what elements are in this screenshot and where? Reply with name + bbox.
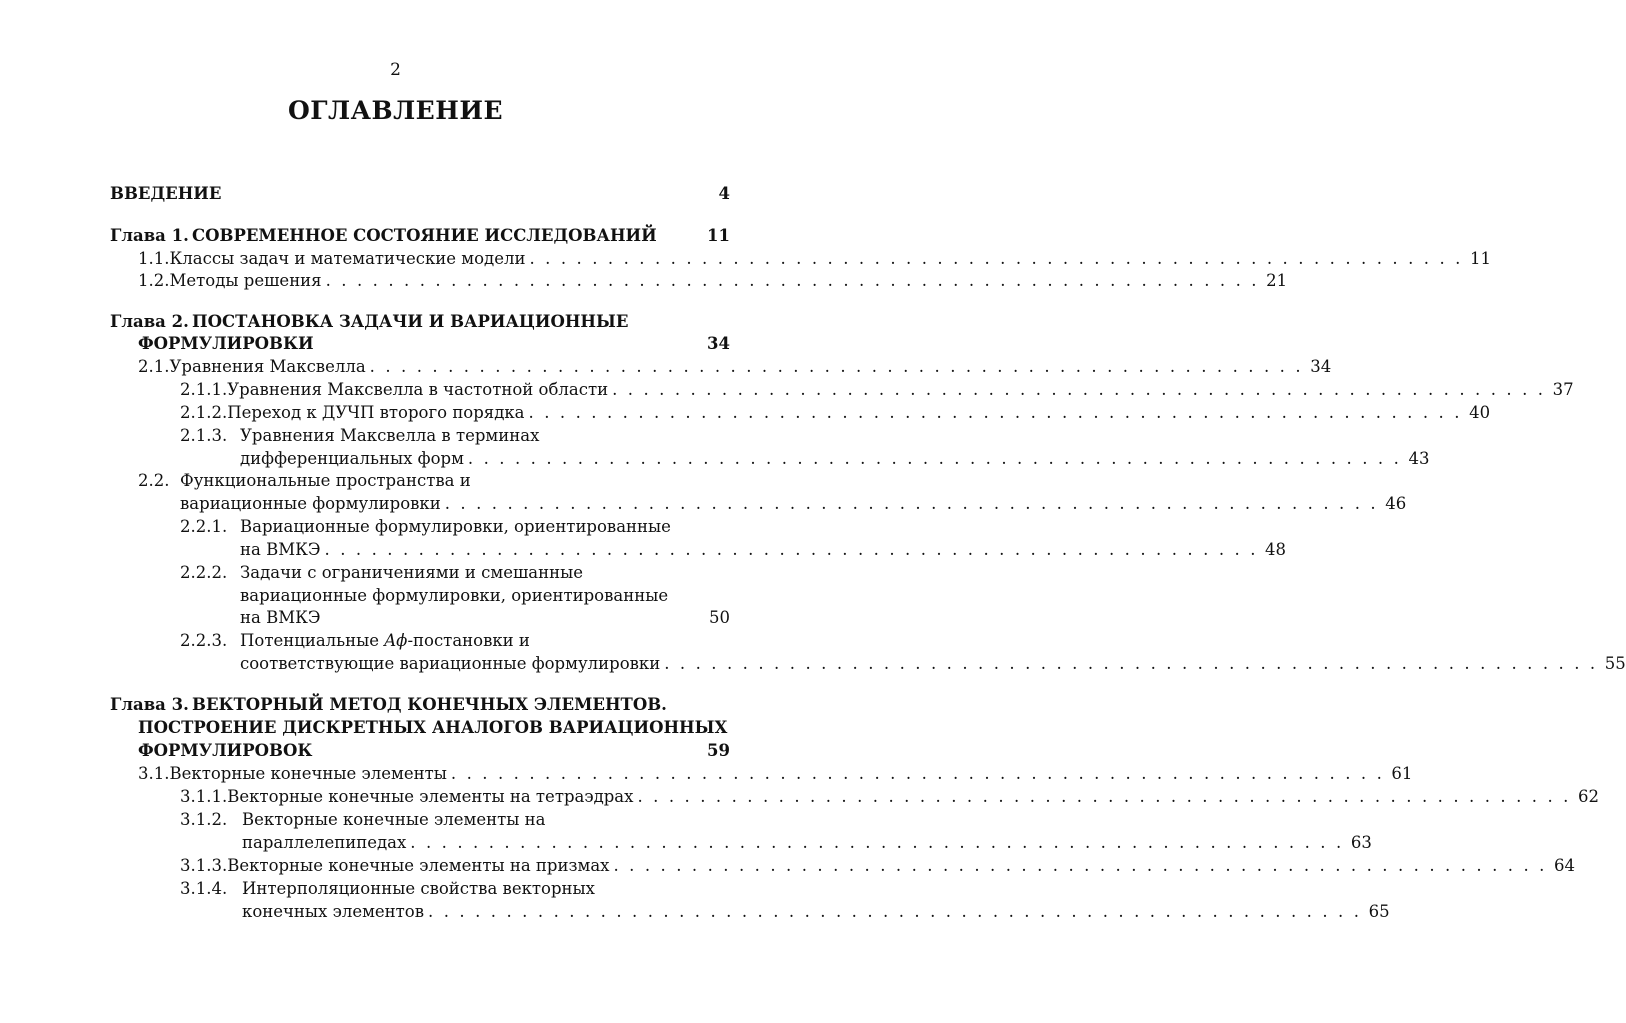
toc-page-number: 59 [707,741,730,760]
toc-page-number: 43 [1408,449,1430,468]
section-number: 3.1. [138,764,170,783]
toc-subsection-2-2-2-line-1[interactable] [180,562,583,584]
toc-chapter-2-line-1[interactable] [110,311,628,333]
toc-page-number: 34 [707,334,730,353]
toc-entry-title: Интерполяционные свойства векторных [242,879,595,898]
toc-page-number: 64 [1554,856,1576,875]
toc-entry-title: Переход к ДУЧП второго порядка [227,403,525,422]
toc-entry-title: параллелепипедах [242,833,407,852]
toc-section-2-1[interactable] [138,356,1332,378]
toc-entry-title: Уравнения Максвелла в частотной области [227,380,609,399]
toc-entry-title: Уравнения Максвелла в терминах [240,426,540,445]
chapter-number: Глава 1. [110,226,189,245]
toc-section-1-1[interactable] [138,248,1491,270]
toc-entry-title: Векторные конечные элементы на призмах [227,856,610,875]
toc-page-number: 48 [1265,540,1287,559]
toc-entry-introduction[interactable] [110,183,730,205]
toc-page-number: 61 [1391,764,1413,783]
toc-page-number: 55 [1604,654,1626,673]
subsection-number: 2.2.2. [180,563,228,582]
toc-entry-title: ВЕКТОРНЫЙ МЕТОД КОНЕЧНЫХ ЭЛЕМЕНТОВ. [192,695,667,714]
toc-chapter-2[interactable] [138,333,730,355]
toc-chapter-3-line-2[interactable] [138,717,727,739]
toc-entry-title: ВВЕДЕНИЕ [110,184,222,203]
toc-section-1-2[interactable] [138,270,1288,292]
toc-entry-title: Методы решения [169,271,322,290]
toc-entry-title: Векторные конечные элементы на тетраэдрах [227,787,634,806]
dot-leader: . . . . . . . . . . . . . . . . . . . . . . . . . . . . . . . . . . . . . . . . . . . . . . . . . . . . . . . . . . . . [444,494,1379,513]
dot-leader: . . . . . . . . . . . . . . . . . . . . . . . . . . . . . . . . . . . . . . . . . . . . . . . . . . . . . . . . . . . . [410,833,1344,852]
toc-entry-title: Векторные конечные элементы на [242,810,546,829]
toc-subsection-2-1-1[interactable] [180,379,1574,401]
toc-entry-title: на ВМКЭ [240,540,321,559]
subsection-number: 3.1.2. [180,810,228,829]
toc-chapter-3[interactable] [138,740,730,762]
toc-subsection-2-2-1[interactable] [240,539,1287,561]
dot-leader: . . . . . . . . . . . . . . . . . . . . . . . . . . . . . . . . . . . . . . . . . . . . . . . . . . . . . . . . . . . . [664,654,1598,673]
toc-page-number: 40 [1469,403,1491,422]
dot-leader: . . . . . . . . . . . . . . . . . . . . . . . . . . . . . . . . . . . . . . . . . . . . . . . . . . . . . . . . . . . . [325,271,1260,290]
toc-entry-title: дифференциальных форм [240,449,464,468]
toc-subsection-3-1-4[interactable] [242,901,1390,923]
dot-leader: . . . . . . . . . . . . . . . . . . . . . . . . . . . . . . . . . . . . . . . . . . . . . . . . . . . . . . . . . . . . [613,856,1548,875]
toc-subsection-3-1-1[interactable] [180,786,1599,808]
section-number: 1.2. [138,271,170,290]
toc-entry-title: вариационные формулировки [180,494,441,513]
toc-entry-title: СОВРЕМЕННОЕ СОСТОЯНИЕ ИССЛЕДОВАНИЙ [192,226,657,245]
toc-entry-title: Задачи с ограничениями и смешанные [240,563,584,582]
toc-entry-title: Функциональные пространства и [180,471,471,490]
toc-entry-title: на ВМКЭ [240,608,321,627]
subsection-number: 2.2.1. [180,517,228,536]
toc-page-number: 65 [1368,902,1390,921]
toc-entry-title: ФОРМУЛИРОВКИ [138,334,314,353]
toc-subsection-2-2-3[interactable] [240,653,1626,675]
page-title: ОГЛАВЛЕНИЕ [287,96,504,125]
toc-section-3-1[interactable] [138,763,1413,785]
toc-subsection-3-1-2[interactable] [242,832,1372,854]
toc-page-number: 34 [1310,357,1332,376]
toc-chapter-1[interactable] [110,225,730,247]
subsection-number: 2.1.3. [180,426,228,445]
subsection-number: 3.1.1. [180,787,228,806]
toc-page-number: 37 [1552,380,1574,399]
section-number: 1.1. [138,249,170,268]
toc-entry-title: ПОСТРОЕНИЕ ДИСКРЕТНЫХ АНАЛОГОВ ВАРИАЦИОННЫХ [138,718,728,737]
toc-entry-title: Уравнения Максвелла [169,357,366,376]
dot-leader: . . . . . . . . . . . . . . . . . . . . . . . . . . . . . . . . . . . . . . . . . . . . . . . . . . . . . . . . . . . . [450,764,1385,783]
toc-subsection-2-2-3-line-1[interactable] [180,630,530,652]
toc-page-number: 4 [718,184,730,203]
dot-leader: . . . . . . . . . . . . . . . . . . . . . . . . . . . . . . . . . . . . . . . . . . . . . . . . . . . . . . . . . . . . [324,540,1259,559]
toc-subsection-2-2-2-line-2[interactable] [240,585,668,607]
toc-subsection-2-2-2[interactable] [240,607,730,629]
dot-leader: . . . . . . . . . . . . . . . . . . . . . . . . . . . . . . . . . . . . . . . . . . . . . . . . . . . . . . . . . . . . [369,357,1304,376]
toc-page-number: 46 [1385,494,1407,513]
toc-subsection-3-1-3[interactable] [180,855,1576,877]
dot-leader: . . . . . . . . . . . . . . . . . . . . . . . . . . . . . . . . . . . . . . . . . . . . . . . . . . . . . . . . . . . . [467,449,1402,468]
chapter-number: Глава 3. [110,695,189,714]
toc-entry-title: соответствующие вариационные формулировки [240,654,661,673]
section-number: 2.1. [138,357,170,376]
subsection-number: 2.1.1. [180,380,228,399]
toc-subsection-2-2-1-line-1[interactable] [180,516,671,538]
subsection-number: 2.1.2. [180,403,228,422]
chapter-number: Глава 2. [110,312,189,331]
toc-entry-title: -постановки и [407,631,530,650]
subsection-number: 3.1.3. [180,856,228,875]
math-symbol: Aϕ [384,631,408,650]
toc-subsection-2-1-3[interactable] [240,448,1430,470]
toc-entry-title: вариационные формулировки, ориентированные [240,586,669,605]
toc-entry-title: ФОРМУЛИРОВОК [138,741,313,760]
subsection-number: 2.2.3. [180,631,228,650]
toc-section-2-2[interactable] [180,493,1407,515]
toc-section-2-2-line-1[interactable] [138,470,471,492]
toc-subsection-3-1-4-line-1[interactable] [180,878,595,900]
dot-leader: . . . . . . . . . . . . . . . . . . . . . . . . . . . . . . . . . . . . . . . . . . . . . . . . . . . . . . . . . . . . [637,787,1571,806]
section-number: 2.2. [138,471,170,490]
toc-page-number: 50 [709,608,730,627]
toc-entry-title: Потенциальные [240,631,385,650]
dot-leader: . . . . . . . . . . . . . . . . . . . . . . . . . . . . . . . . . . . . . . . . . . . . . . . . . . . . . . . . . . . . [428,902,1362,921]
subsection-number: 3.1.4. [180,879,228,898]
toc-page-number: 63 [1350,833,1372,852]
toc-page-number: 21 [1266,271,1288,290]
toc-entry-title: Вариационные формулировки, ориентированные [240,517,671,536]
toc-entry-title: Векторные конечные элементы [169,764,447,783]
toc-page-number: 11 [707,226,730,245]
dot-leader: . . . . . . . . . . . . . . . . . . . . . . . . . . . . . . . . . . . . . . . . . . . . . . . . . . . . . . . . . . . . [529,249,1463,268]
toc-entry-title: конечных элементов [242,902,425,921]
toc-entry-title: Классы задач и математические модели [169,249,526,268]
dot-leader: . . . . . . . . . . . . . . . . . . . . . . . . . . . . . . . . . . . . . . . . . . . . . . . . . . . . . . . . . . . . [528,403,1463,422]
toc-entry-title: ПОСТАНОВКА ЗАДАЧИ И ВАРИАЦИОННЫЕ [192,312,629,331]
toc-subsection-3-1-2-line-1[interactable] [180,809,545,831]
page-number: 2 [390,60,401,80]
toc-page-number: 62 [1578,787,1599,806]
toc-subsection-2-1-3-line-1[interactable] [180,425,539,447]
toc-page-number: 11 [1470,249,1491,268]
toc-subsection-2-1-2[interactable] [180,402,1491,424]
toc-chapter-3-line-1[interactable] [110,694,667,716]
dot-leader: . . . . . . . . . . . . . . . . . . . . . . . . . . . . . . . . . . . . . . . . . . . . . . . . . . . . . . . . . . . . [612,380,1546,399]
